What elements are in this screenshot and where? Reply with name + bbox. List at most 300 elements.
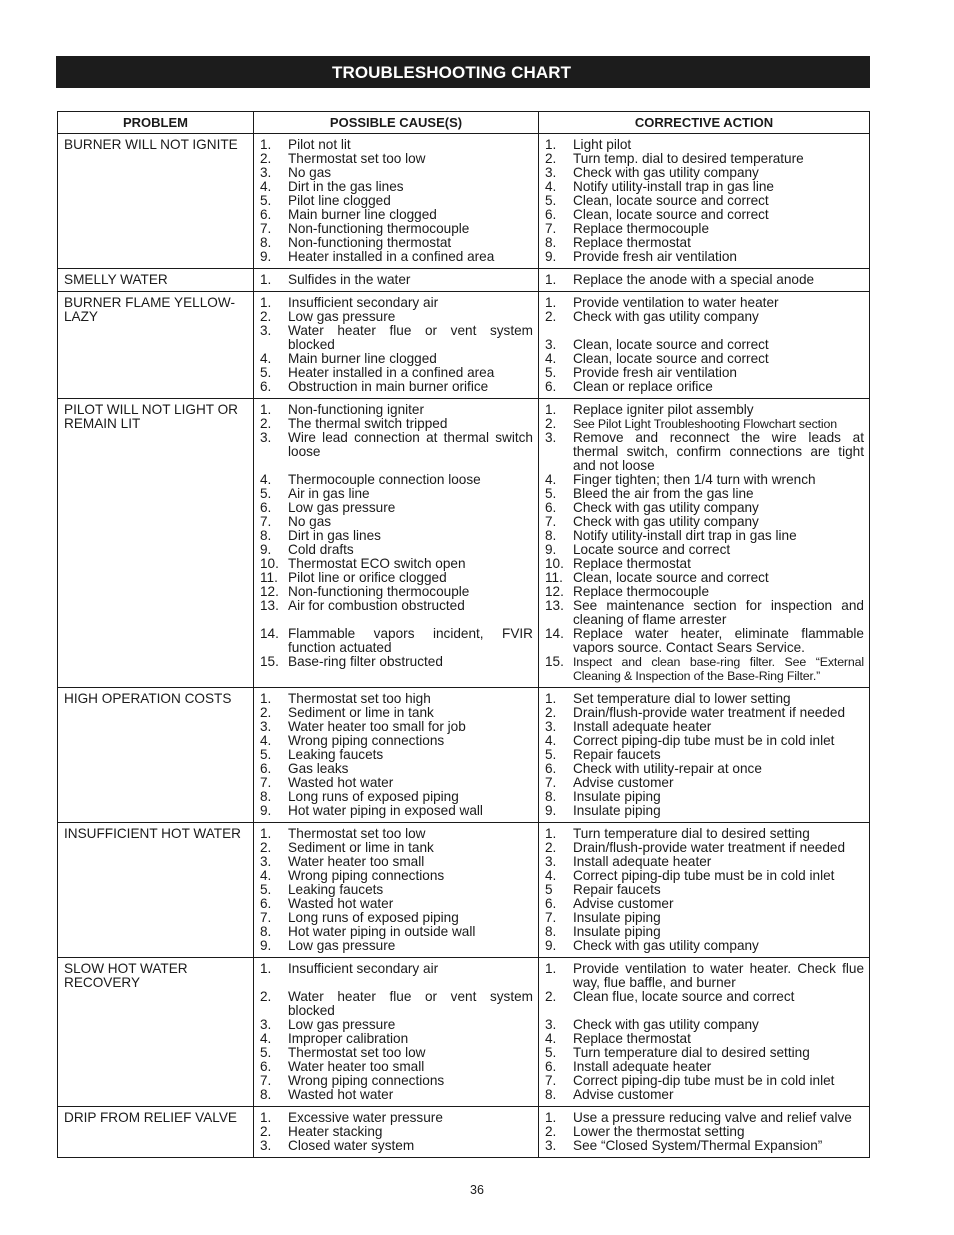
action-item [545,1046,864,1060]
item-number: 2. [260,151,272,166]
action-item [545,543,864,557]
problem-cell: SMELLY WATER [58,269,254,292]
item-number: 14. [545,626,564,641]
item-number: 1. [260,691,272,706]
item-text: Sediment or lime in tank [288,705,434,720]
item-text: Clean, locate source and correct [573,351,769,366]
cause-item [260,417,533,431]
table-header-row [58,112,870,134]
item-text: Light pilot [573,137,632,152]
action-item [545,790,864,804]
item-number: 4. [260,351,272,366]
cause-item [260,352,533,366]
action-item [545,1032,864,1046]
item-number: 3. [545,1017,557,1032]
cause-item [260,692,533,706]
cause-item [260,194,533,208]
action-item [545,911,864,925]
table-row [58,292,870,399]
item-text: Non-functioning thermocouple [288,584,470,599]
item-number: 2. [545,151,557,166]
item-text: No gas [288,514,332,529]
item-text: Hot water piping in exposed wall [288,803,483,818]
possible-causes-cell [254,688,539,823]
cause-item [260,748,533,762]
action-item [545,431,864,473]
item-number: 4. [545,1031,557,1046]
item-number: 9. [545,249,557,264]
action-item [545,841,864,855]
action-item [545,571,864,585]
item-text: Thermostat ECO switch open [288,556,466,571]
item-text: Correct piping-dip tube must be in cold inlet [573,868,835,883]
action-item [545,487,864,501]
cause-item [260,236,533,250]
action-item [545,194,864,208]
item-number: 2. [545,989,557,1004]
troubleshooting-table [57,111,870,1158]
item-text: Check with gas utility company [573,165,759,180]
cause-item [260,790,533,804]
item-number: 2. [545,309,557,324]
item-text: Wasted hot water [288,1087,394,1102]
action-item [545,417,864,431]
item-text: Water heater too small [288,854,425,869]
item-text: Clean, locate source and correct [573,207,769,222]
item-number: 7. [545,514,557,529]
action-item [545,804,864,818]
item-text: Notify utility-install dirt trap in gas line [573,528,797,543]
item-number: 8. [260,1087,272,1102]
cause-item [260,762,533,776]
item-number: 6. [260,207,272,222]
item-number: 6. [260,379,272,394]
item-text: Insulate piping [573,803,661,818]
item-number: 7. [545,775,557,790]
problem-cell: SLOW HOT WATER RECOVERY [58,958,254,1107]
item-text: Non-functioning thermocouple [288,221,470,236]
item-text: Insulate piping [573,924,661,939]
cause-item [260,208,533,222]
item-number: 2. [545,705,557,720]
item-text: See “Closed System/Thermal Expansion” [573,1138,823,1153]
item-text: Pilot line or orifice clogged [288,570,447,585]
item-number: 3. [545,337,557,352]
item-text: Replace water heater, eliminate flammable vapors source. Contact Sears Service. [573,626,864,655]
item-number: 2. [260,840,272,855]
action-item [545,352,864,366]
problem-cell: BURNER WILL NOT IGNITE [58,134,254,269]
item-number: 1. [545,137,557,152]
cause-item [260,152,533,166]
item-text: Obstruction in main burner orifice [288,379,489,394]
cause-item [260,627,533,655]
item-text: Clean, locate source and correct [573,337,769,352]
item-number: 13. [545,598,564,613]
cause-item [260,273,533,287]
item-text: Use a pressure reducing valve and relief valve [573,1110,852,1125]
action-item [545,883,864,897]
possible-causes-cell [254,269,539,292]
item-text: See Pilot Light Troubleshooting Flowchart section [573,417,838,431]
action-item [545,138,864,152]
action-item [545,706,864,720]
action-item [545,273,864,287]
action-item [545,599,864,627]
action-item [545,557,864,571]
item-text: Low gas pressure [288,309,396,324]
cause-item [260,1139,533,1153]
item-text: Sulfides in the water [288,272,411,287]
cause-item [260,296,533,310]
corrective-action-cell [539,1107,870,1158]
item-text: Main burner line clogged [288,351,437,366]
item-number: 2. [260,416,272,431]
item-number: 1. [545,691,557,706]
item-number: 3. [260,1017,272,1032]
item-number: 5. [545,747,557,762]
item-text: Wrong piping connections [288,733,445,748]
cause-item [260,1111,533,1125]
item-text: Clean flue, locate source and correct [573,989,795,1004]
item-number: 2. [260,309,272,324]
action-item [545,990,864,1004]
item-text: Provide fresh air ventilation [573,365,737,380]
cause-item [260,776,533,790]
item-text: Provide ventilation to water heater. Check flue way, flue baffle, and burner [573,961,864,990]
cause-item [260,706,533,720]
cause-item [260,1125,533,1139]
item-text: Heater installed in a confined area [288,365,495,380]
cause-item [260,1074,533,1088]
cause-item [260,734,533,748]
cause-item [260,473,533,487]
item-number: 6. [545,379,557,394]
corrective-action-cell [539,134,870,269]
item-number: 7. [260,514,272,529]
action-item [545,236,864,250]
item-text: Thermostat set too low [288,151,426,166]
cause-item [260,827,533,841]
item-number: 15. [260,654,279,669]
item-number: 5. [545,193,557,208]
action-item [545,827,864,841]
item-number: 7. [260,221,272,236]
cause-item [260,585,533,599]
item-number: 5. [260,1045,272,1060]
item-text: Advise customer [573,896,674,911]
item-text: Heater installed in a confined area [288,249,495,264]
problem-cell: PILOT WILL NOT LIGHT OR REMAIN LIT [58,399,254,688]
item-text: Set temperature dial to lower setting [573,691,791,706]
table-row [58,134,870,269]
item-text: Turn temp. dial to desired temperature [573,151,804,166]
item-text: Sediment or lime in tank [288,840,434,855]
cause-item [260,403,533,417]
item-text: Wasted hot water [288,896,394,911]
item-text: Turn temperature dial to desired setting [573,826,810,841]
item-text: Leaking faucets [288,882,384,897]
item-number: 4. [545,351,557,366]
item-number: 14. [260,626,279,641]
item-number: 8. [545,924,557,939]
table-row [58,1107,870,1158]
item-text: Replace thermocouple [573,584,710,599]
item-number: 4. [545,472,557,487]
item-text: Provide ventilation to water heater [573,295,779,310]
item-text: Wasted hot water [288,775,394,790]
action-item [545,473,864,487]
corrective-action-cell [539,958,870,1107]
cause-item [260,869,533,883]
item-text: Clean, locate source and correct [573,193,769,208]
action-item [545,962,864,990]
item-text: Lower the thermostat setting [573,1124,745,1139]
item-text: Drain/flush-provide water treatment if needed [573,840,846,855]
table-row [58,688,870,823]
item-number: 1. [545,272,557,287]
cause-item [260,380,533,394]
action-item [545,692,864,706]
item-text: See maintenance section for inspection and cleaning of flame arrester [573,598,864,627]
item-number: 1. [545,1110,557,1125]
cause-item [260,250,533,264]
problem-cell: INSUFFICIENT HOT WATER [58,823,254,958]
chart-title-banner [56,56,870,88]
possible-causes-cell [254,292,539,399]
item-number: 3. [260,430,272,445]
item-number: 3. [260,165,272,180]
item-number: 1. [260,402,272,417]
item-number: 8. [545,235,557,250]
item-text: Pilot line clogged [288,193,391,208]
item-number: 1. [260,1110,272,1125]
action-item [545,1060,864,1074]
item-number: 6. [260,500,272,515]
item-number: 6. [260,1059,272,1074]
item-number: 3. [260,323,272,338]
item-number: 8. [545,528,557,543]
item-number: 8. [260,789,272,804]
action-item [545,748,864,762]
item-text: Install adequate heater [573,1059,712,1074]
item-text: Wrong piping connections [288,1073,445,1088]
item-number: 1. [545,826,557,841]
item-number: 1. [260,961,272,976]
action-item [545,338,864,352]
item-number: 1. [260,826,272,841]
table-row [58,958,870,1107]
item-text: Base-ring filter obstructed [288,654,443,669]
column-header-possible-causes: POSSIBLE CAUSE(S) [254,112,539,134]
cause-item [260,324,533,352]
item-number: 5. [260,486,272,501]
action-item [545,1125,864,1139]
problem-cell: HIGH OPERATION COSTS [58,688,254,823]
item-text: Dirt in gas lines [288,528,381,543]
item-text: Replace thermostat [573,235,691,250]
item-text: Remove and reconnect the wire leads at thermal switch, confirm connections are tight and not loose [573,430,864,473]
cause-item [260,804,533,818]
item-number: 7. [545,221,557,236]
item-number: 4. [260,472,272,487]
item-text: Check with gas utility company [573,1017,759,1032]
cause-item [260,1032,533,1046]
problem-cell: DRIP FROM RELIEF VALVE [58,1107,254,1158]
item-text: Replace thermostat [573,1031,691,1046]
cause-item [260,222,533,236]
item-number: 4. [260,179,272,194]
action-item [545,939,864,953]
item-text: Low gas pressure [288,938,396,953]
item-number: 8. [545,1087,557,1102]
item-text: Water heater too small [288,1059,425,1074]
item-number: 5. [260,193,272,208]
item-text: Provide fresh air ventilation [573,249,737,264]
item-number: 3. [260,719,272,734]
item-number: 7. [545,910,557,925]
item-number: 4. [260,1031,272,1046]
item-number: 2. [545,840,557,855]
cause-item [260,1046,533,1060]
item-text: Leaking faucets [288,747,384,762]
cause-item [260,897,533,911]
cause-item [260,1060,533,1074]
item-number: 5. [260,882,272,897]
item-number: 10. [260,556,279,571]
item-number: 5. [260,365,272,380]
item-text: Locate source and correct [573,542,731,557]
action-item [545,762,864,776]
spacer [260,976,533,990]
item-text: Water heater flue or vent system blocked [288,989,533,1018]
item-number: 4. [260,868,272,883]
item-text: The thermal switch tripped [288,416,448,431]
item-text: Main burner line clogged [288,207,437,222]
item-text: Low gas pressure [288,1017,396,1032]
item-number: 11. [545,570,563,585]
item-number: 10. [545,556,564,571]
cause-item [260,166,533,180]
action-item [545,1088,864,1102]
item-text: Non-functioning igniter [288,402,425,417]
cause-item [260,515,533,529]
chart-title: TROUBLESHOOTING CHART [332,63,572,82]
cause-item [260,962,533,976]
action-item [545,1139,864,1153]
column-header-problem: PROBLEM [58,112,254,134]
item-text: Low gas pressure [288,500,396,515]
item-text: Air in gas line [288,486,370,501]
action-item [545,515,864,529]
item-text: Long runs of exposed piping [288,789,459,804]
item-text: Wrong piping connections [288,868,445,883]
item-number: 2. [545,416,557,431]
action-item [545,501,864,515]
cause-item [260,543,533,557]
item-number: 4. [545,179,557,194]
cause-item [260,366,533,380]
spacer [260,459,533,473]
item-number: 5. [260,747,272,762]
item-text: Dirt in the gas lines [288,179,404,194]
cause-item [260,841,533,855]
item-number: 9. [545,938,557,953]
cause-item [260,557,533,571]
cause-item [260,599,533,613]
item-text: Thermostat set too low [288,826,426,841]
item-text: Advise customer [573,1087,674,1102]
action-item [545,296,864,310]
cause-item [260,138,533,152]
item-text: Water heater flue or vent system blocked [288,323,533,352]
item-number: 6. [260,761,272,776]
cause-item [260,990,533,1018]
corrective-action-cell [539,269,870,292]
cause-item [260,487,533,501]
item-number: 1. [260,137,272,152]
item-number: 3. [545,719,557,734]
action-item [545,585,864,599]
item-number: 13. [260,598,279,613]
corrective-action-cell [539,823,870,958]
item-text: Check with gas utility company [573,309,759,324]
action-item [545,380,864,394]
item-text: Bleed the air from the gas line [573,486,754,501]
item-text: Wire lead connection at thermal switch loose [288,430,533,459]
item-text: Finger tighten; then 1/4 turn with wrench [573,472,816,487]
item-number: 6. [545,207,557,222]
cause-item [260,911,533,925]
possible-causes-cell [254,399,539,688]
item-number: 5. [545,365,557,380]
item-number: 3. [545,165,557,180]
corrective-action-cell [539,688,870,823]
item-number: 2. [260,989,272,1004]
possible-causes-cell [254,958,539,1107]
cause-item [260,939,533,953]
item-number: 11. [260,570,278,585]
item-text: Pilot not lit [288,137,351,152]
action-item [545,720,864,734]
possible-causes-cell [254,134,539,269]
item-number: 12. [545,584,564,599]
spacer [260,613,533,627]
item-text: Air for combustion obstructed [288,598,465,613]
item-text: Inspect and clean base-ring filter. See “External Cleaning & Inspection of the Base-Ring Filter.” [573,655,864,683]
column-header-corrective-action: CORRECTIVE ACTION [539,112,870,134]
item-number: 12. [260,584,279,599]
item-text: Clean, locate source and correct [573,570,769,585]
item-text: Closed water system [288,1138,415,1153]
item-number: 6. [545,1059,557,1074]
cause-item [260,431,533,459]
table-row [58,823,870,958]
item-number: 4. [545,733,557,748]
action-item [545,897,864,911]
table-row [58,269,870,292]
item-text: Clean or replace orifice [573,379,713,394]
cause-item [260,925,533,939]
item-number: 9. [545,542,557,557]
item-text: Excessive water pressure [288,1110,443,1125]
item-number: 1. [545,402,557,417]
item-text: Check with gas utility company [573,514,759,529]
item-text: Replace thermocouple [573,221,710,236]
item-text: Thermostat set too high [288,691,431,706]
action-item [545,208,864,222]
item-number: 8. [260,528,272,543]
